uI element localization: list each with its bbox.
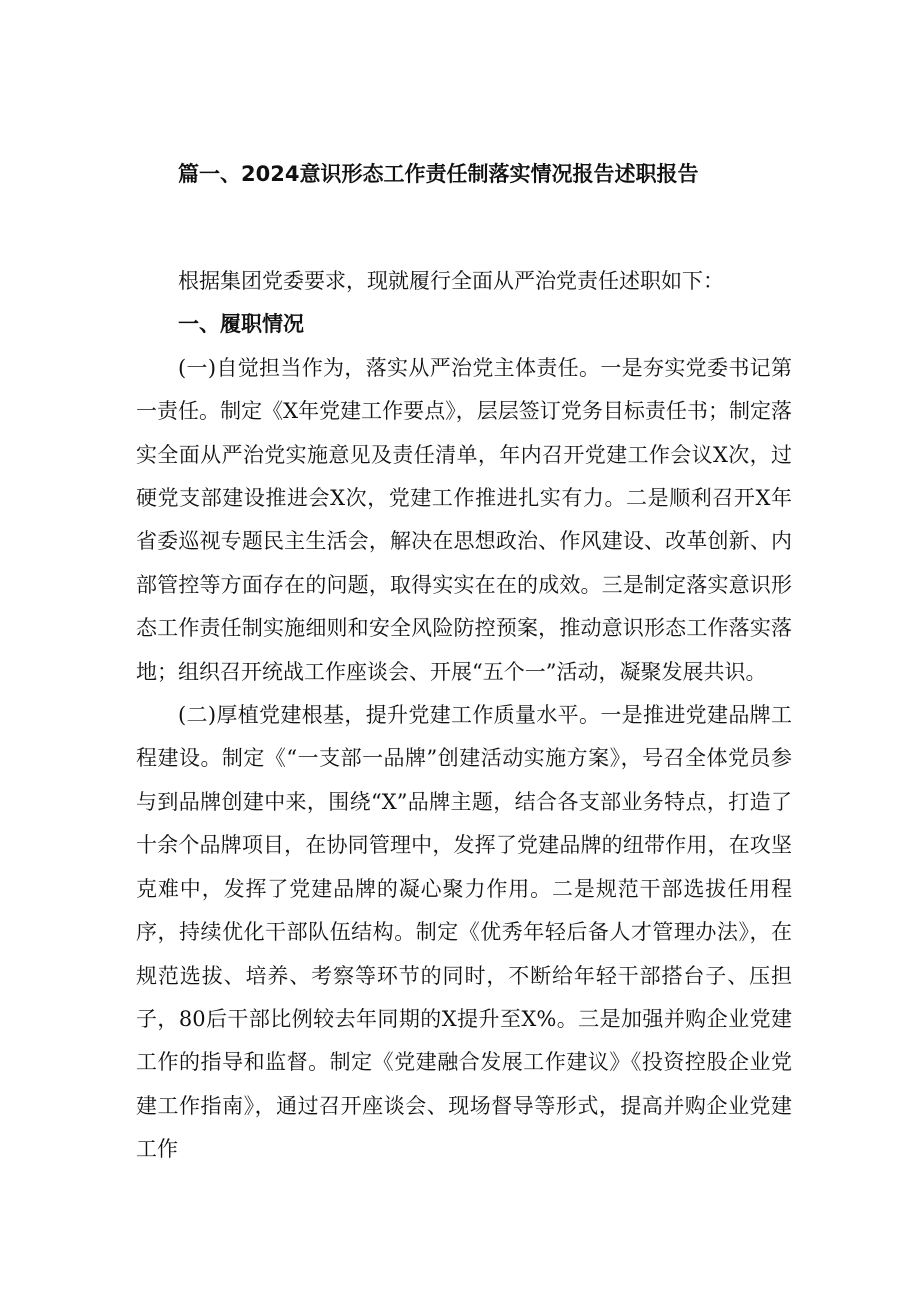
paragraph-1: (一)自觉担当作为，落实从严治党主体责任。一是夯实党委书记第一责任。制定《X年党建工作要点》，层层签订党务目标责任书；制定落实全面从严治党实施意见及责任清单，年内召开党建工作会议X次，过硬党支部建设推进会X次，党建工作推进扎实有力。二是顺利召开X年省委巡视专题民主生活会，解决在思想政治、作风建设、改革创新、内部管控等方面存在的问题，取得实实在在的成效。三是制定落实意识形态工作责任制实施细则和安全风险防控预案，推动意识形态工作落实落地；组织召开统战工作座谈会、开展“五个一”活动，凝聚发展共识。	[136, 355, 792, 684]
intro-paragraph: 根据集团党委要求，现就履行全面从严治党责任述职如下：	[178, 269, 724, 293]
paragraph-2: (二)厚植党建根基，提升党建工作质量水平。一是推进党建品牌工程建设。制定《“一支部一品牌”创建活动实施方案》，号召全体党员参与到品牌创建中来，围绕“X”品牌主题，结合各支部业务特点，打造了十余个品牌项目，在协同管理中，发挥了党建品牌的纽带作用，在攻坚克难中，发挥了党建品牌的凝心聚力作用。二是规范干部选拔任用程序，持续优化干部队伍结构。制定《优秀年轻后备人才管理办法》，在规范选拔、培养、考察等环节的同时，不断给年轻干部搭台子、压担子，80后干部比例较去年同期的X提升至X%。三是加强并购企业党建工作的指导和监督。制定《党建融合发展工作建议》《投资控股企业党建工作指南》，通过召开座谈会、现场督导等形式，提高并购企业党建工作	[136, 703, 792, 1162]
document-body	[136, 260, 792, 1172]
document-title: 篇一、2024意识形态工作责任制落实情况报告述职报告	[178, 162, 699, 186]
section-heading: 一、履职情况	[178, 312, 304, 337]
